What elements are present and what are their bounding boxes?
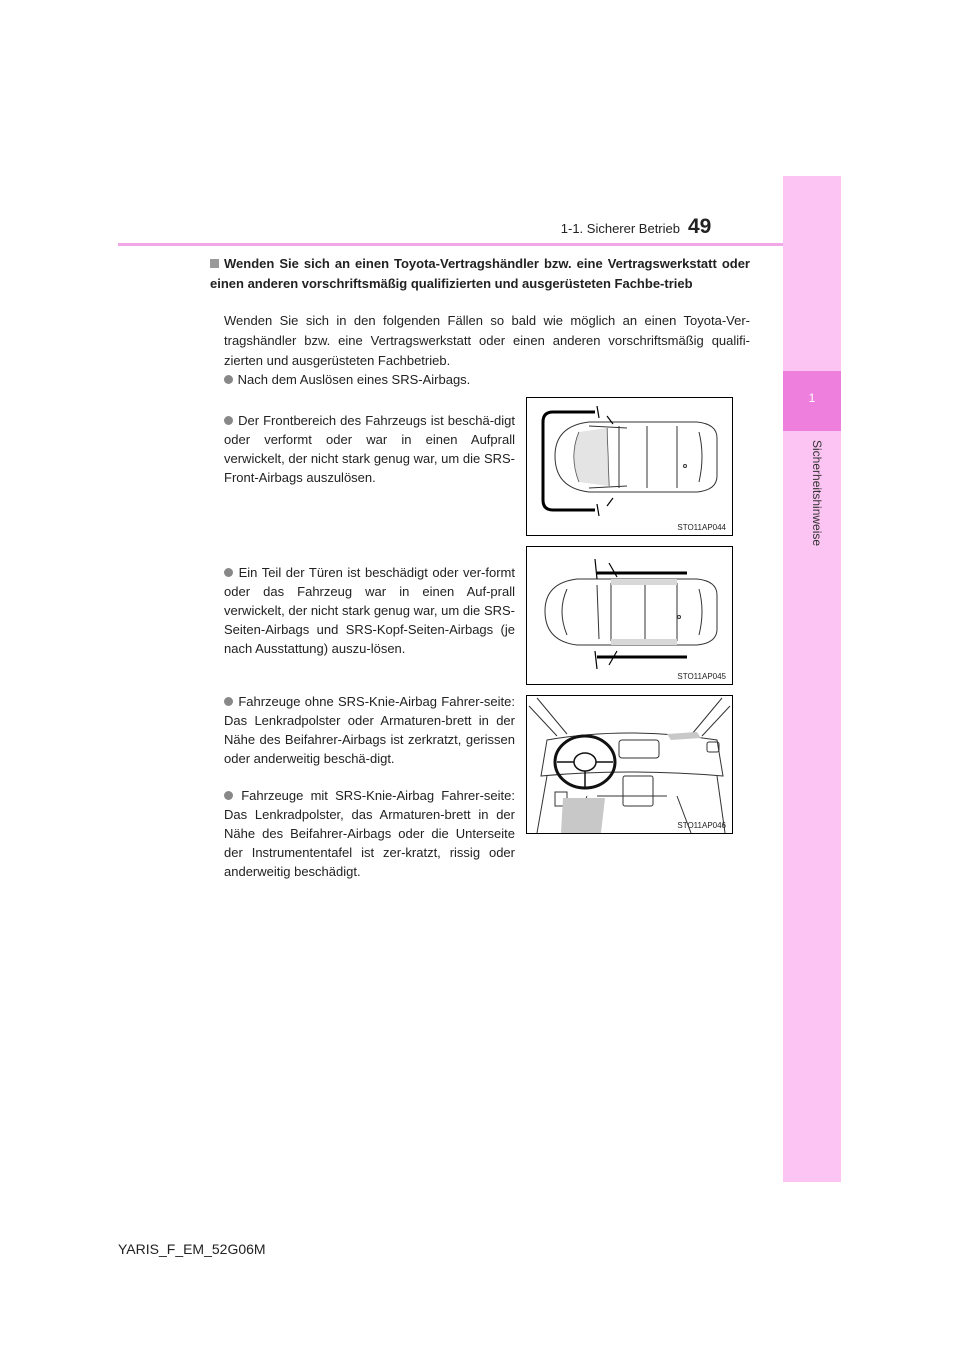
figure-id: STO11AP046 <box>677 821 726 830</box>
figure-id: STO11AP044 <box>677 523 726 532</box>
bullet-dot-icon <box>224 697 233 706</box>
header-rule <box>118 243 783 246</box>
chapter-side-tab <box>783 176 841 1182</box>
car-top-view-front-illustration <box>527 398 732 535</box>
list-item <box>224 786 515 881</box>
list-item <box>224 411 515 487</box>
list-item <box>224 692 515 768</box>
dashboard-illustration <box>527 696 732 833</box>
figure-id: STO11AP045 <box>677 672 726 681</box>
chapter-title: Sicherheitshinweise <box>810 440 824 547</box>
list-item <box>224 370 524 389</box>
section-title: 1-1. Sicherer Betrieb <box>560 221 680 236</box>
square-bullet-icon <box>210 259 219 268</box>
list-item <box>224 563 515 658</box>
car-top-view-side-illustration <box>527 547 732 684</box>
list-item-text: Fahrzeuge mit SRS-Knie-Airbag Fahrer-seite: Das Lenkradpolster, das Armaturen-brett in der Nähe des Beifahrer-Airbags oder die Unterseite der Instrumententafel ist zer-kratzt, rissig oder anderweitig beschädigt. <box>224 788 515 879</box>
section-heading <box>210 254 750 294</box>
figure-dashboard <box>526 695 733 834</box>
list-item-text: Ein Teil der Türen ist beschädigt oder ver-formt oder das Fahrzeug war in einen Auf-prall verwickelt, der nicht stark genug war, um die SRS-Seiten-Airbags und SRS-Kopf-Seiten-Airbags (je nach Ausstattung) auszu-lösen. <box>224 565 515 656</box>
heading-text: Wenden Sie sich an einen Toyota-Vertragshändler bzw. eine Vertragswerkstatt oder einen anderen vorschriftsmäßig qualifizierten und ausgerüsteten Fachbe-trieb <box>210 256 750 291</box>
intro-paragraph: Wenden Sie sich in den folgenden Fällen so bald wie möglich an einen Toyota-Ver-tragshändler bzw. eine Vertragswerkstatt oder einen anderen vorschriftsmäßig qualifi-zierten und ausgerüsteten Fachbetrieb. <box>224 313 750 368</box>
figure-side-impact <box>526 546 733 685</box>
bullet-dot-icon <box>224 568 233 577</box>
bullet-dot-icon <box>224 375 233 384</box>
document-code: YARIS_F_EM_52G06M <box>118 1241 266 1257</box>
list-item-text: Der Frontbereich des Fahrzeugs ist beschä-digt oder verformt oder war in einen Aufprall verwickelt, der nicht stark genug war, um die SRS-Front-Airbags auszulösen. <box>224 413 515 485</box>
list-item-text: Nach dem Auslösen eines SRS-Airbags. <box>237 372 471 387</box>
bullet-dot-icon <box>224 791 233 800</box>
page-number: 49 <box>688 215 712 238</box>
list-item-text: Fahrzeuge ohne SRS-Knie-Airbag Fahrer-seite: Das Lenkradpolster oder Armaturen-brett in der Nähe des Beifahrer-Airbags ist zerkratzt, gerissen oder anderweitig beschä-digt. <box>224 694 515 766</box>
chapter-number: 1 <box>808 391 816 405</box>
figure-front-impact <box>526 397 733 536</box>
bullet-dot-icon <box>224 416 233 425</box>
